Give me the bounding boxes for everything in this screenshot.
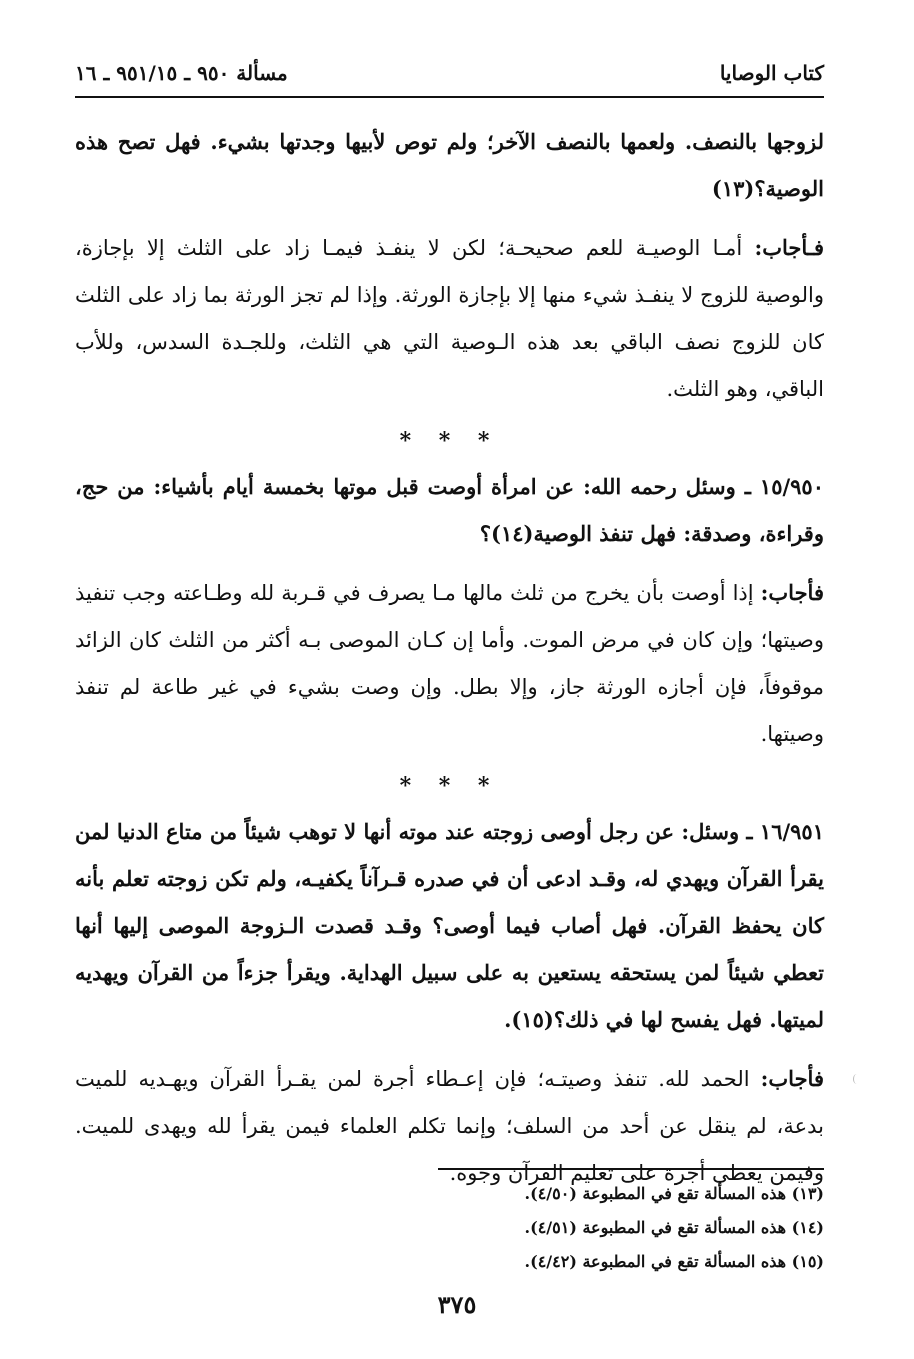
footnote-divider xyxy=(438,1168,824,1170)
header-divider xyxy=(75,96,824,98)
section-separator: * * * xyxy=(399,773,500,799)
answer-lead: فـأجاب: xyxy=(754,235,824,260)
issue-range: مسألة ٩٥٠ ـ ٩٥١/١٥ ـ ١٦ xyxy=(75,61,288,85)
section-separator: * * * xyxy=(399,428,500,454)
question-paragraph: ١٦/٩٥١ ـ وسئل: عن رجل أوصى زوجته عند موته أنها لا توهب شيئاً من متاع الدنيا لمن يقرأ القرآن ويهدي له، وقـد ادعى أن في صدره قـرآناً يكفيـه، ولم تكن زوجته تعلم بأنه كان يحفظ القرآن. فهل أصاب فيما أوصى؟ وقـد قصدت الـزوجة الموصى إليها أنها تعطي شيئاً لمن يستحقه يستعين به على سبيل الهداية. ويقرأ جزءاً من القرآن ويهديه لميتها. فهل يفسح لها في ذلك؟(١٥). xyxy=(75,819,824,1032)
running-header xyxy=(75,58,824,94)
answer-paragraph xyxy=(75,569,824,758)
book-title: كتاب الوصايا xyxy=(719,61,824,85)
answer-lead: فأجاب: xyxy=(760,1066,824,1091)
answer-text: الحمد لله. تنفذ وصيتـه؛ فإن إعـطاء أجرة لمن يقـرأ القرآن ويهـديه للميت بدعة، لم ينقل عن أحد من السلف؛ وإنما تكلم العلماء فيمن يقرأ لله ويهدى للميت. وفيمن يعطى أجرة على تعليم القرآن وجوه. xyxy=(75,1067,824,1185)
paragraph-gap xyxy=(75,557,824,569)
answer-paragraph xyxy=(75,1055,824,1197)
margin-mark xyxy=(853,1074,860,1084)
paragraph-gap xyxy=(75,212,824,224)
footnote-15: (١٥) هذه المسألة تقع في المطبوعة (٤/٤٢). xyxy=(524,1252,824,1271)
question-paragraph: ١٥/٩٥٠ ـ وسئل رحمه الله: عن امرأة أوصت قبل موتها بخمسة أيام بأشياء: من حج، وقراءة، وصدقة: فهل تنفذ الوصية(١٤)؟ xyxy=(75,474,824,546)
main-text xyxy=(75,118,824,1197)
answer-text: أمـا الوصيـة للعم صحيحـة؛ لكن لا ينفـذ فيمـا زاد على الثلث إلا بإجازة، والوصية للزوج لا ينفـذ شيء منها إلا بإجازة الورثة. وإذا لم تجز الورثة بما زاد على الثلث كان للزوج نصف الباقي بعد هذه الـوصية التي هي الثلث، وللجـدة السدس، وللأب الباقي، وهو الثلث. xyxy=(75,236,824,401)
paragraph-gap xyxy=(75,1043,824,1055)
answer-paragraph xyxy=(75,224,824,413)
footnote-13: (١٣) هذه المسألة تقع في المطبوعة (٤/٥٠). xyxy=(524,1184,824,1203)
footnote-14: (١٤) هذه المسألة تقع في المطبوعة (٤/٥١). xyxy=(524,1218,824,1237)
answer-lead: فأجاب: xyxy=(760,580,824,605)
footnotes xyxy=(75,1177,824,1279)
page-number: ٣٧٥ xyxy=(437,1290,477,1319)
question-continuation: لزوجها بالنصف. ولعمها بالنصف الآخر؛ ولم توص لأبيها وجدتها بشيء. فهل تصح هذه الوصية؟(١٣) xyxy=(75,129,824,201)
answer-text: إذا أوصت بأن يخرج من ثلث مالها مـا يصرف في قـربة لله وطـاعته وجب تنفيذ وصيتها؛ وإن كان في مرض الموت. وأما إن كـان الموصى بـه أكثر من الثلث كان الزائد موقوفاً، فإن أجازه الورثة جاز، وإلا بطل. وإن وصت بشيء في غير طاعة لم تنفذ وصيتها. xyxy=(75,581,824,746)
